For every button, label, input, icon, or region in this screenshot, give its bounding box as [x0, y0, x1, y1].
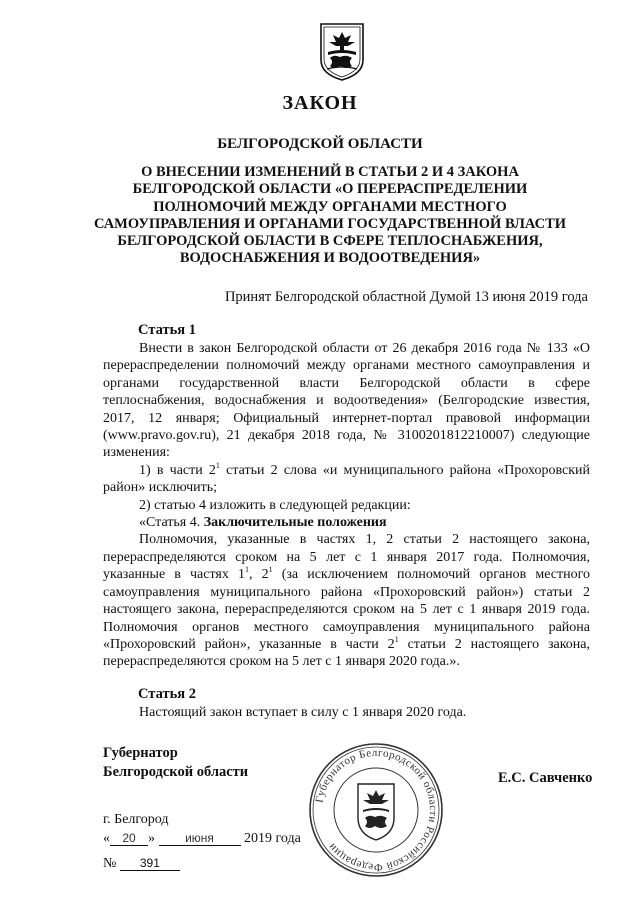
signer-name: Е.С. Савченко	[498, 770, 593, 786]
place-of-signing: г. Белгород	[103, 812, 169, 827]
quoted-article-4-heading: «Статья 4. Заключительные положения	[139, 515, 387, 531]
law-title: ЗАКОН	[282, 92, 358, 114]
date-day: 20	[110, 831, 148, 846]
subject-line: БЕЛГОРОДСКОЙ ОБЛАСТИ В СФЕРЕ ТЕПЛОСНАБЖЕНИЯ,	[117, 233, 543, 250]
date-quote-open: «	[103, 831, 110, 846]
date-quote-close: »	[148, 831, 155, 846]
official-seal-icon	[306, 740, 446, 880]
subject-line: О ВНЕСЕНИИ ИЗМЕНЕНИЙ В СТАТЬИ 2 И 4 ЗАКОНА	[141, 164, 519, 180]
date-year: 2019 года	[244, 831, 301, 846]
subject-line: ВОДОСНАБЖЕНИЯ И ВОДООТВЕДЕНИЯ»	[179, 250, 481, 267]
article-1-item-2: 2) статью 4 изложить в следующей редакции:	[139, 497, 411, 513]
svg-text:Губернатор Белгородской област: Губернатор Белгородской области Российской Федерации	[313, 746, 440, 874]
article-1-item-1: 1) в части $2^1$ статьи 2 слова «и муниципального района «Прохоровский район» исключить;	[103, 460, 590, 496]
date-month: июня	[159, 831, 241, 846]
governor-title: Губернатор	[103, 745, 178, 761]
law-subject-title	[80, 164, 580, 268]
article-1-body	[103, 340, 590, 671]
adoption-note: Принят Белгородской областной Думой 13 июня 2019 года	[224, 289, 588, 305]
number-value: 391	[120, 856, 180, 871]
quoted-article-4-text: Полномочия, указанные в частях 1, 2 статьи 2 настоящего закона, перераспределяются сроком на 5 лет с 1 января 2017 года. Полномочия, указанные в частях $1^1$, $2^1$ (за исключением полномочий органов местного самоуправления муниципального района «Прохоровский район») статьи 2 настоящего закона, перераспределяются сроком на 5 лет с 1 января 2019 года. Полномочия органов местного самоуправления муниципального района «Прохоровский район», указанные в части $2^1$ статьи 2 настоящего закона, перераспределяются сроком на 5 лет с 1 января 2020 года.».	[103, 532, 591, 670]
law-number	[103, 856, 180, 872]
article-1-intro: Внести в закон Белгородской области от 26 декабря 2016 года № 133 «О перераспределении полномочий между органами местного самоуправления и органами государственной власти Белгородской области в сфере теплоснабжения, водоснабжения и водоотведения» (Белгородские известия, 2017, 12 января; Официальный интернет-портал правовой информации (www.pravo.gov.ru), 21 декабря 2018 года, № 3100201812210007) следующие изменения:	[103, 341, 590, 461]
article-2-text: Настоящий закон вступает в силу с 1 января 2020 года.	[139, 705, 467, 720]
article-1-heading: Статья 1	[138, 322, 196, 338]
signing-date	[103, 831, 301, 847]
subject-line: САМОУПРАВЛЕНИЯ И ОРГАНАМИ ГОСУДАРСТВЕННОЙ ВЛАСТИ	[93, 215, 567, 232]
governor-region: Белгородской области	[103, 764, 249, 780]
article-2-body	[103, 704, 590, 721]
belgorod-coat-of-arms-icon	[318, 22, 366, 82]
subject-line: ПОЛНОМОЧИЙ МЕЖДУ ОРГАНАМИ МЕСТНОГО	[153, 198, 507, 215]
subject-line: БЕЛГОРОДСКОЙ ОБЛАСТИ «О ПЕРЕРАСПРЕДЕЛЕНИИ	[132, 181, 528, 198]
region-title: БЕЛГОРОДСКОЙ ОБЛАСТИ	[217, 136, 423, 152]
article-2-heading: Статья 2	[138, 686, 196, 702]
number-label: №	[103, 856, 117, 871]
